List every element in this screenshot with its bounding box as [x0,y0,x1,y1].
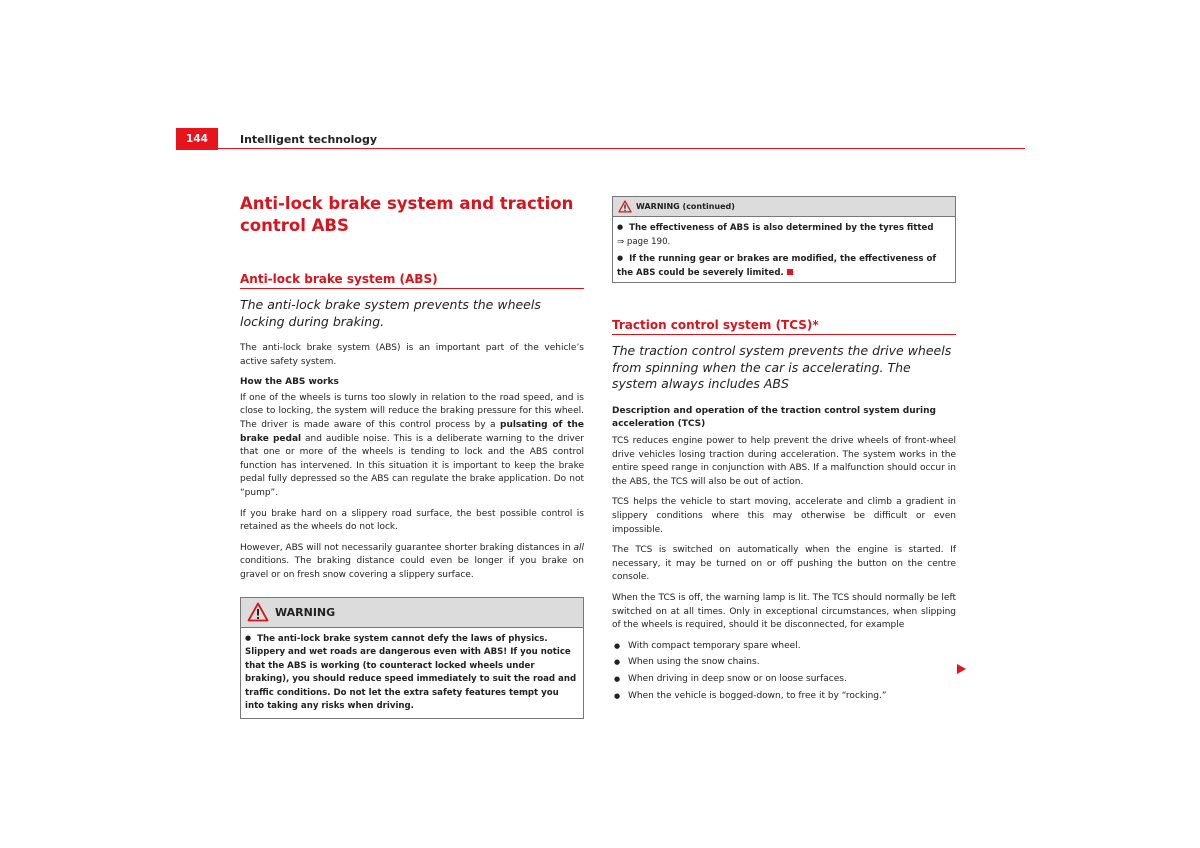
warning-continued-title: WARNING (continued) [636,202,735,211]
bullet-icon: ● [617,223,624,231]
abs-paragraph-2: If one of the wheels is turns too slowly in relation to the road speed, and is close to locking, the system will reduce the braking pressure for this wheel. The driver is made aware of this control process by a pulsating of the brake pedal and audible noise. This is a deliberate warning to the driver that one or more of the wheels is tending to lock and the ABS control function has intervened. In this situation it is important to keep the brake pedal fully depressed so the ABS can regulate the brake application. Do not “pump”. [240,392,585,498]
how-abs-works-title: How the ABS works [240,377,339,388]
abs-paragraph-4: However, ABS will not necessarily guarantee shorter braking distances in all conditions. The braking distance could even be longer if you brake on gravel or on fresh snow covering a slippery surface. [240,542,584,580]
right-column [612,196,956,706]
page-title: Anti-lock brake system and traction control ABS [240,194,574,235]
warning-continued-box [612,196,956,283]
abs-heading: Anti-lock brake system (ABS) [240,271,584,289]
warning-box [240,597,584,720]
abs-intro: The anti-lock brake system prevents the wheels locking during braking. [240,297,541,329]
abs-paragraph-3: If you brake hard on a slippery road surface, the best possible control is retained as the wheels do not lock. [240,508,584,533]
continue-arrow-icon [957,664,966,674]
tcs-paragraph-2: TCS helps the vehicle to start moving, accelerate and climb a gradient in slippery conditions where this may otherwise be difficult or even impossible. [612,497,956,535]
warning-triangle-icon [247,602,269,622]
end-marker-icon [787,269,793,275]
bold-text: pulsating of the brake pedal [240,419,585,444]
warning-triangle-icon [618,200,632,213]
warning-text: The anti-lock brake system cannot defy the laws of physics. Slippery and wet roads are dangerous even with ABS! If you notice that the ABS is working (to counteract locked wheels under braking), you should reduce speed immediately to suit the road and traffic conditions. Do not let the extra safety features tempt you into taking any risks when driving. [245,633,577,712]
list-item: ● When the vehicle is bogged-down, to free it by “rocking.” [612,690,956,704]
tcs-description-title: Description and operation of the traction control system during acceleration (TCS) [612,405,936,430]
italic-text: all [573,542,584,553]
list-item: ● With compact temporary spare wheel. [612,640,956,654]
page-number: 144 [176,128,218,150]
page-reference: ⇒ page 190. [617,236,671,247]
warning-body [241,628,583,719]
warning-header [241,598,583,628]
list-item: ● When driving in deep snow or on loose surfaces. [612,673,956,687]
header-rule [176,148,1025,149]
tcs-bullet-list [612,640,956,703]
bullet-icon: ● [245,633,252,642]
left-column [240,193,584,719]
section-title: Intelligent technology [240,133,378,146]
warning-item-2: ● If the running gear or brakes are modified, the effectiveness of the ABS could be severely limited. [617,254,937,278]
tcs-paragraph-1: TCS reduces engine power to help prevent the drive wheels of front-wheel drive vehicles losing traction during acceleration. The system works in the entire speed range in conjunction with ABS. If a malfunction should occur in the ABS, the TCS will also be out of action. [612,436,956,487]
bullet-icon: ● [617,254,624,263]
tcs-heading: Traction control system (TCS)* [612,317,956,335]
warning-title: WARNING [275,605,336,619]
warning-continued-header [613,197,955,217]
warning-item-1: ● The effectiveness of ABS is also determined by the tyres fitted ⇒ page 190. [617,223,934,247]
list-item: ● When using the snow chains. [612,656,956,670]
tcs-paragraph-4: When the TCS is off, the warning lamp is lit. The TCS should normally be left switched on at all times. Only in exceptional circumstances, when slipping of the wheels is required, should it be disconnected, for example [612,593,956,631]
warning-continued-body [613,217,955,282]
abs-paragraph-1: The anti-lock brake system (ABS) is an important part of the vehicle’s active safety system. [240,343,584,367]
tcs-intro: The traction control system prevents the drive wheels from spinning when the car is accelerating. The system always includes ABS [612,343,952,392]
tcs-paragraph-3: The TCS is switched on automatically when the engine is started. If necessary, it may be turned on or off pushing the button on the centre console. [612,545,956,583]
